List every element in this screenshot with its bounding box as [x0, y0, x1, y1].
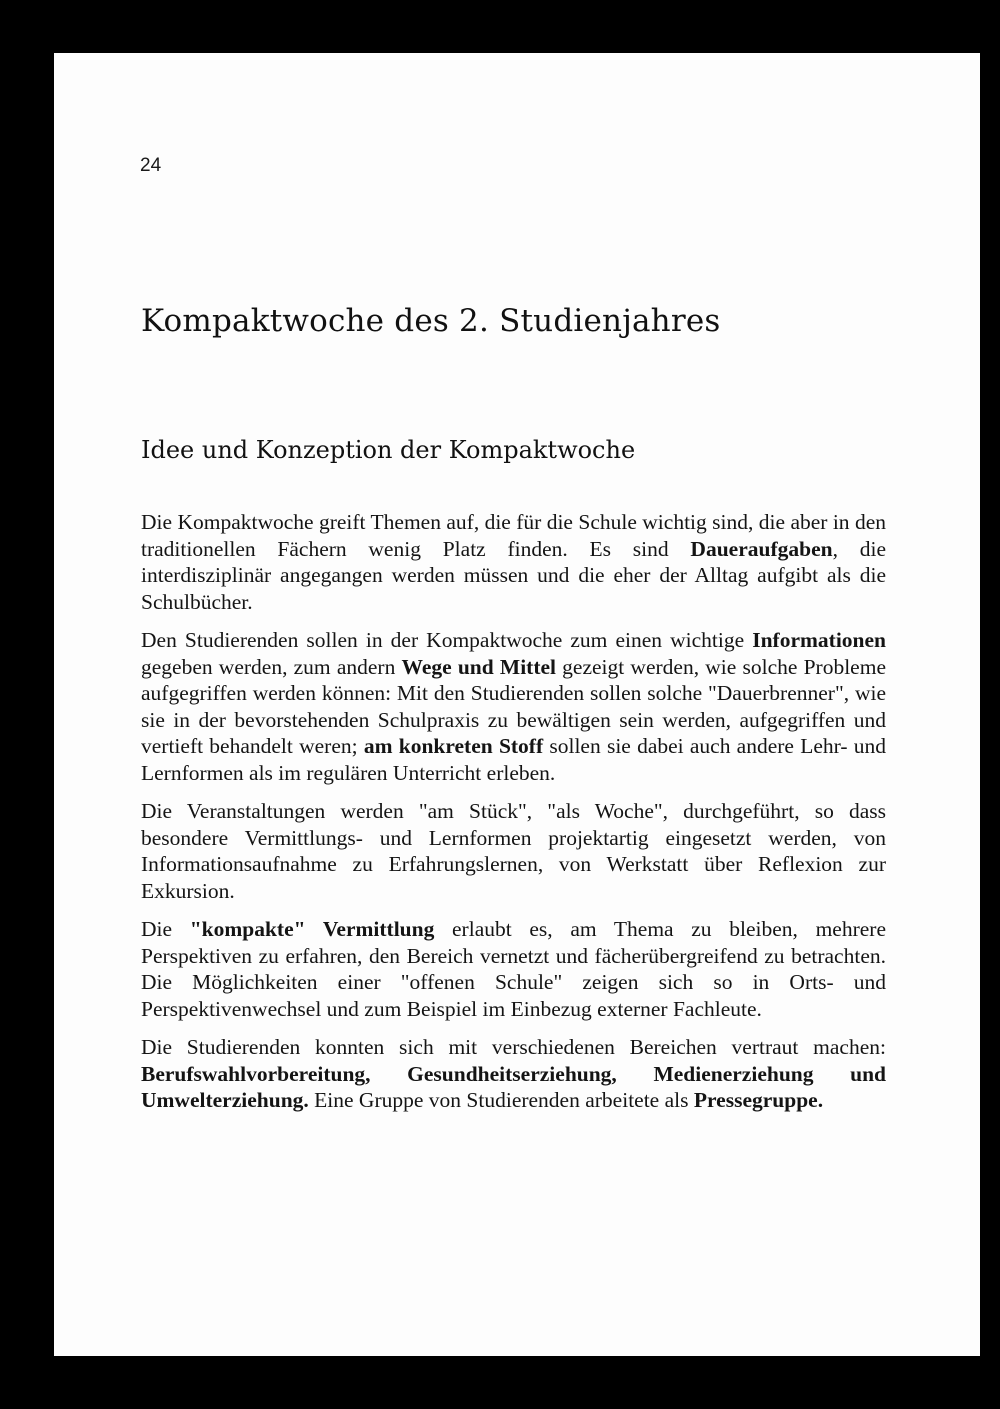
- emphasis-kompakte-vermittlung: "kompakte" Vermittlung: [189, 917, 435, 941]
- paragraph-4-text: Die: [141, 917, 190, 941]
- paragraph-3: [141, 798, 886, 904]
- paragraph-5-text: Die Studierenden konnten sich mit verschiedenen Bereichen vertraut machen:: [141, 1035, 886, 1059]
- paragraph-1-text: Die Kompaktwoche greift Themen auf, die für die Schule wichtig sind, die aber in den traditionellen Fächern wenig Platz finden. Es sind: [141, 510, 886, 561]
- paragraph-4: [141, 916, 886, 1022]
- emphasis-daueraufgaben: Daueraufgaben: [690, 536, 833, 561]
- chapter-title: Kompaktwoche des 2. Studienjahres: [141, 303, 721, 339]
- paragraph-2-text: gegeben werden, zum andern: [141, 654, 402, 679]
- paragraph-2-text: sollen sie dabei auch andere Lehr- und Lernformen als im regulären Unterricht erleben.: [141, 734, 886, 785]
- document-page: [54, 53, 980, 1356]
- emphasis-wege-und-mittel: Wege und Mittel: [401, 654, 556, 679]
- paragraph-5: [141, 1034, 886, 1114]
- body-text: [141, 509, 886, 1126]
- paragraph-1: [141, 509, 886, 615]
- paragraph-1-text: , die interdisziplinär angegangen werden müssen und die eher der Alltag aufgibt als die Schulbücher.: [141, 536, 886, 614]
- paragraph-5-text: Eine Gruppe von Studierenden arbeitete als: [308, 1088, 694, 1112]
- section-title: Idee und Konzeption der Kompaktwoche: [141, 436, 636, 464]
- page-number: 24: [140, 155, 162, 176]
- paragraph-3-text: Die Veranstaltungen werden "am Stück", "als Woche", durchgeführt, so dass besondere Vermittlungs- und Lernformen projektartig eingesetzt werden, von Informationsaufnahme zu Erfahrungslernen, von Werkstatt über Reflexion zur Exkursion.: [141, 799, 886, 903]
- emphasis-informationen: Informationen: [752, 628, 886, 652]
- emphasis-pressegruppe: Pressegruppe.: [693, 1088, 824, 1112]
- paragraph-4-text: erlaubt es, am Thema zu bleiben, mehrere Perspektiven zu erfahren, den Bereich vernetzt und fächerübergreifend zu betrachten. Die Möglichkeiten einer "offenen Schule" zeigen sich so in Orts- und Perspektivenwechsel und zum Beispiel im Einbezug externer Fachleute.: [141, 917, 886, 1021]
- paragraph-2-text: Den Studierenden sollen in der Kompaktwoche zum einen wichtige: [141, 628, 753, 652]
- paragraph-2: [141, 627, 886, 786]
- emphasis-am-konkreten-stoff: am konkreten Stoff: [363, 734, 544, 758]
- emphasis-bereiche: Berufswahlvorbereitung, Gesundheitserziehung, Medienerziehung und Umwelterziehung.: [141, 1061, 886, 1112]
- paragraph-2-text: gezeigt werden, wie solche Probleme aufgegriffen werden können: Mit den Studierenden sollen solche "Dauerbrenner", wie sie in der bevorstehenden Schulpraxis zu bewältigen sein werden, aufgegriffen und vertieft behandelt weren;: [141, 654, 886, 758]
